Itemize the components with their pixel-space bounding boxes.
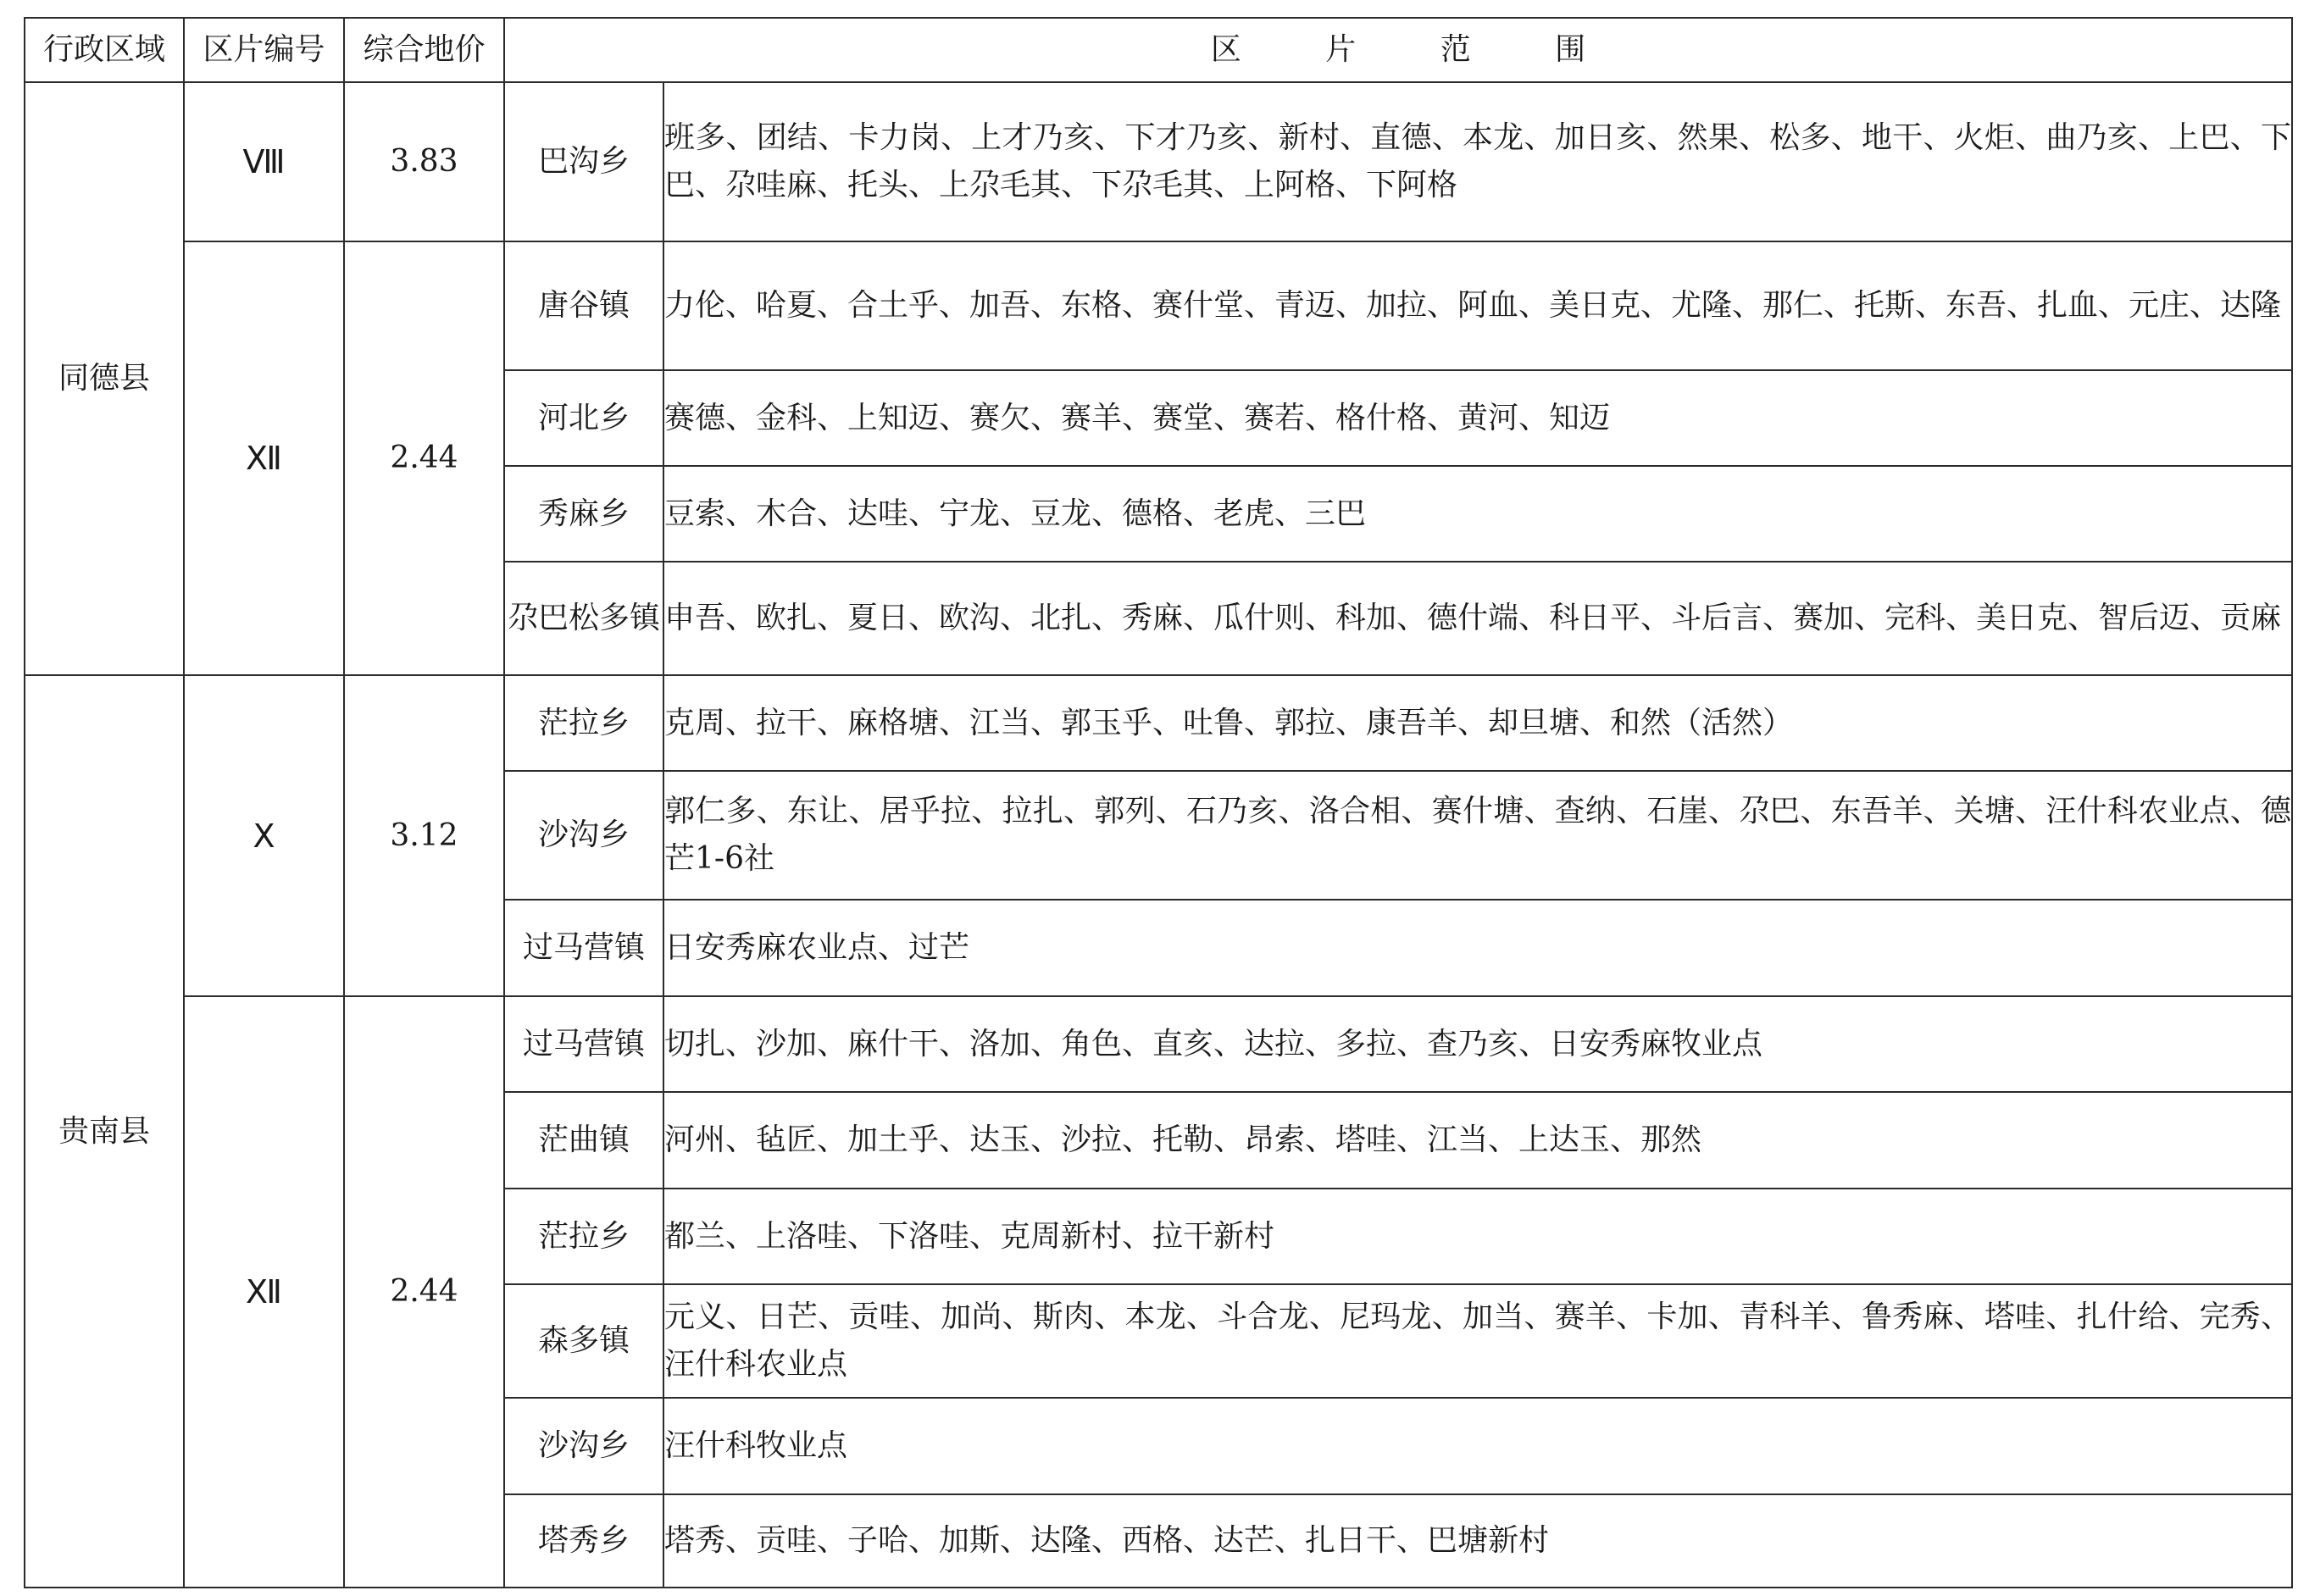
- zone-code: Ⅷ: [184, 82, 344, 241]
- town-name: 森多镇: [504, 1284, 663, 1398]
- zone-price: 3.83: [344, 82, 504, 241]
- town-name: 沙沟乡: [504, 771, 663, 900]
- town-range: 日安秀麻农业点、过芒: [663, 900, 2292, 996]
- zone-code: Ⅹ: [184, 675, 344, 996]
- table-row: [25, 241, 2292, 370]
- town-range: 塔秀、贡哇、子哈、加斯、达隆、西格、达芒、扎日干、巴塘新村: [663, 1494, 2292, 1588]
- town-name: 尕巴松多镇: [504, 562, 663, 675]
- town-name: 茫拉乡: [504, 1189, 663, 1284]
- town-range: 切扎、沙加、麻什干、洛加、角色、直亥、达拉、多拉、查乃亥、日安秀麻牧业点: [663, 996, 2292, 1092]
- town-range: 班多、团结、卡力岗、上才乃亥、下才乃亥、新村、直德、本龙、加日亥、然果、松多、地干、火炬、曲乃亥、上巴、下巴、尕哇麻、托头、上尕毛其、下尕毛其、上阿格、下阿格: [663, 82, 2292, 241]
- header-composite-price: 综合地价: [344, 18, 504, 82]
- town-range: 河州、毡匠、加土乎、达玉、沙拉、托勒、昂索、塔哇、江当、上达玉、那然: [663, 1092, 2292, 1189]
- town-range: 申吾、欧扎、夏日、欧沟、北扎、秀麻、瓜什则、科加、德什端、科日平、斗后言、赛加、完科、美日克、智后迈、贡麻: [663, 562, 2292, 675]
- town-range: 汪什科牧业点: [663, 1398, 2292, 1494]
- zone-price: 2.44: [344, 241, 504, 675]
- town-name: 唐谷镇: [504, 241, 663, 370]
- town-range: 豆索、木合、达哇、宁龙、豆龙、德格、老虎、三巴: [663, 466, 2292, 562]
- header-zone-range: 区 片 范 围: [504, 18, 2292, 82]
- zone-code: Ⅻ: [184, 241, 344, 675]
- table-row: [25, 82, 2292, 241]
- town-range: 赛德、金科、上知迈、赛欠、赛羊、赛堂、赛若、格什格、黄河、知迈: [663, 370, 2292, 466]
- town-range: 都兰、上洛哇、下洛哇、克周新村、拉干新村: [663, 1189, 2292, 1284]
- town-name: 塔秀乡: [504, 1494, 663, 1588]
- town-name: 过马营镇: [504, 900, 663, 996]
- zone-price: 2.44: [344, 996, 504, 1588]
- town-name: 秀麻乡: [504, 466, 663, 562]
- town-name: 茫曲镇: [504, 1092, 663, 1189]
- land-price-table: [24, 17, 2293, 1588]
- county-name: 贵南县: [25, 675, 184, 1588]
- town-name: 茫拉乡: [504, 675, 663, 771]
- header-zone-number: 区片编号: [184, 18, 344, 82]
- town-name: 过马营镇: [504, 996, 663, 1092]
- table-row: [25, 675, 2292, 771]
- header-region: 行政区域: [25, 18, 184, 82]
- town-name: 巴沟乡: [504, 82, 663, 241]
- town-range: 克周、拉干、麻格塘、江当、郭玉乎、吐鲁、郭拉、康吾羊、却旦塘、和然（活然）: [663, 675, 2292, 771]
- town-range: 郭仁多、东让、居乎拉、拉扎、郭列、石乃亥、洛合相、赛什塘、查纳、石崖、尕巴、东吾羊、关塘、汪什科农业点、德芒1-6社: [663, 771, 2292, 900]
- town-range: 元义、日芒、贡哇、加尚、斯肉、本龙、斗合龙、尼玛龙、加当、赛羊、卡加、青科羊、鲁秀麻、塔哇、扎什给、完秀、汪什科农业点: [663, 1284, 2292, 1398]
- county-name: 同德县: [25, 82, 184, 675]
- town-range: 力伦、哈夏、合土乎、加吾、东格、赛什堂、青迈、加拉、阿血、美日克、尤隆、那仁、托斯、东吾、扎血、元庄、达隆: [663, 241, 2292, 370]
- town-name: 沙沟乡: [504, 1398, 663, 1494]
- table-row: [25, 996, 2292, 1092]
- zone-price: 3.12: [344, 675, 504, 996]
- header-row: [25, 18, 2292, 82]
- zone-code: Ⅻ: [184, 996, 344, 1588]
- town-name: 河北乡: [504, 370, 663, 466]
